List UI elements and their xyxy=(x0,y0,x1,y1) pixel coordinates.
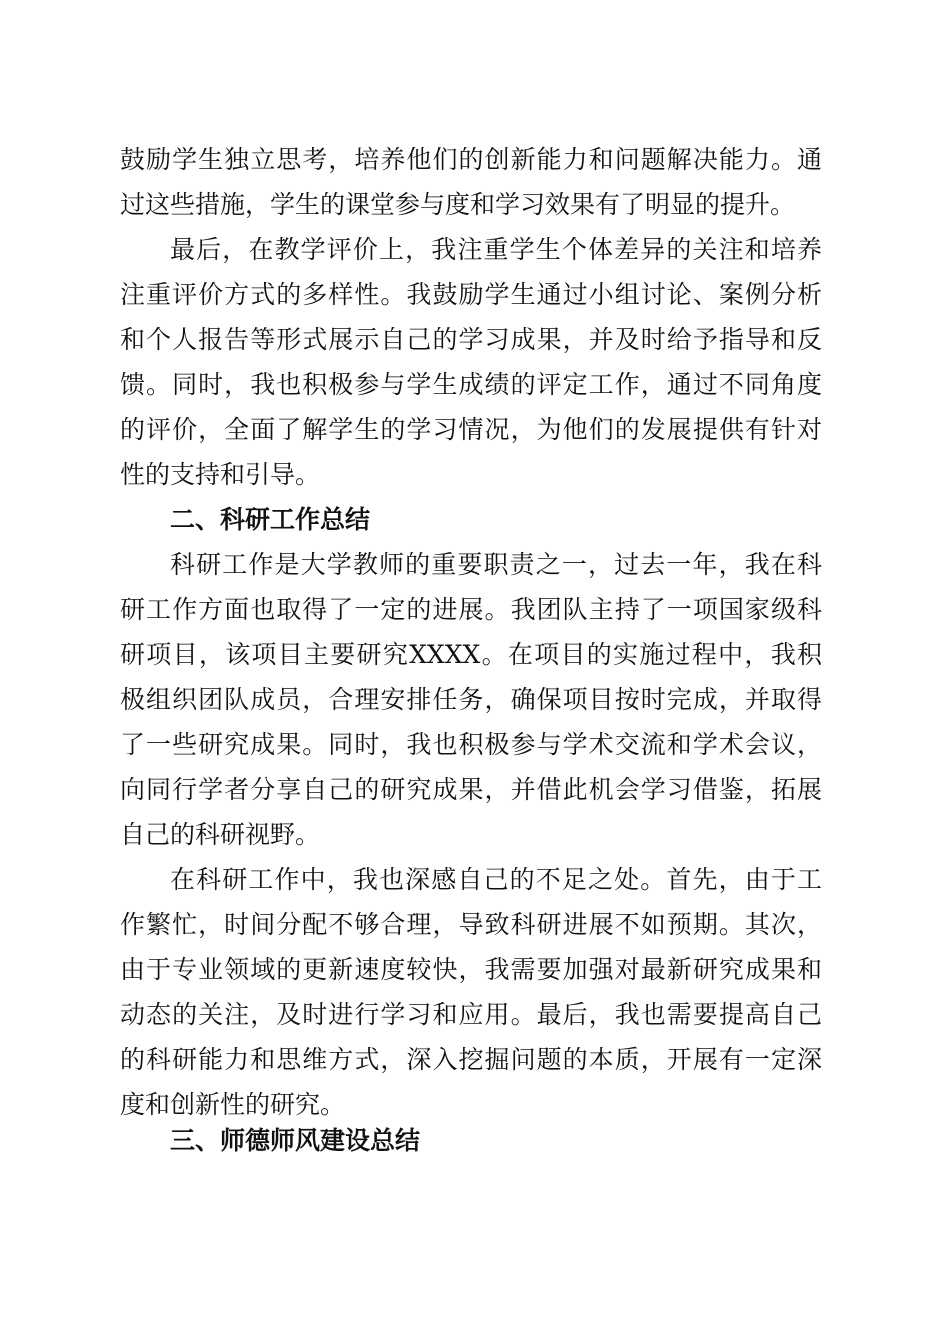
paragraph-line: 注重评价方式的多样性。我鼓励学生通过小组讨论、案例分析 xyxy=(120,280,822,309)
paragraph-line: 度和创新性的研究。 xyxy=(120,1090,346,1119)
paragraph-line: 鼓励学生独立思考，培养他们的创新能力和问题解决能力。通 xyxy=(120,145,822,174)
paragraph-line: 过这些措施，学生的课堂参与度和学习效果有了明显的提升。 xyxy=(120,190,796,219)
paragraph-line: 动态的关注，及时进行学习和应用。最后，我也需要提高自己 xyxy=(120,1000,822,1029)
section-heading: 三、师德师风建设总结 xyxy=(170,1126,421,1155)
paragraph-line: 在科研工作中，我也深感自己的不足之处。首先，由于工 xyxy=(170,865,822,894)
paragraph-line: 科研工作是大学教师的重要职责之一，过去一年，我在科 xyxy=(170,550,822,579)
paragraph-line: 由于专业领域的更新速度较快，我需要加强对最新研究成果和 xyxy=(120,955,822,984)
paragraph-line: 研项目，该项目主要研究XXXX。在项目的实施过程中，我积 xyxy=(120,640,822,669)
paragraph-line: 性的支持和引导。 xyxy=(120,460,321,489)
paragraph-line: 自己的科研视野。 xyxy=(120,820,321,849)
paragraph-line: 的科研能力和思维方式，深入挖掘问题的本质，开展有一定深 xyxy=(120,1045,822,1074)
paragraph-line: 向同行学者分享自己的研究成果，并借此机会学习借鉴，拓展 xyxy=(120,775,822,804)
paragraph-line: 和个人报告等形式展示自己的学习成果，并及时给予指导和反 xyxy=(120,325,822,354)
paragraph-line: 极组织团队成员，合理安排任务，确保项目按时完成，并取得 xyxy=(120,685,822,714)
paragraph-line: 馈。同时，我也积极参与学生成绩的评定工作，通过不同角度 xyxy=(120,370,822,399)
paragraph-line: 最后，在教学评价上，我注重学生个体差异的关注和培养 xyxy=(170,235,822,264)
paragraph-line: 了一些研究成果。同时，我也积极参与学术交流和学术会议， xyxy=(120,730,822,759)
paragraph-line: 的评价，全面了解学生的学习情况，为他们的发展提供有针对 xyxy=(120,415,822,444)
section-heading: 二、科研工作总结 xyxy=(170,505,371,534)
paragraph-line: 研工作方面也取得了一定的进展。我团队主持了一项国家级科 xyxy=(120,595,822,624)
paragraph-line: 作繁忙，时间分配不够合理，导致科研进展不如预期。其次， xyxy=(120,910,822,939)
